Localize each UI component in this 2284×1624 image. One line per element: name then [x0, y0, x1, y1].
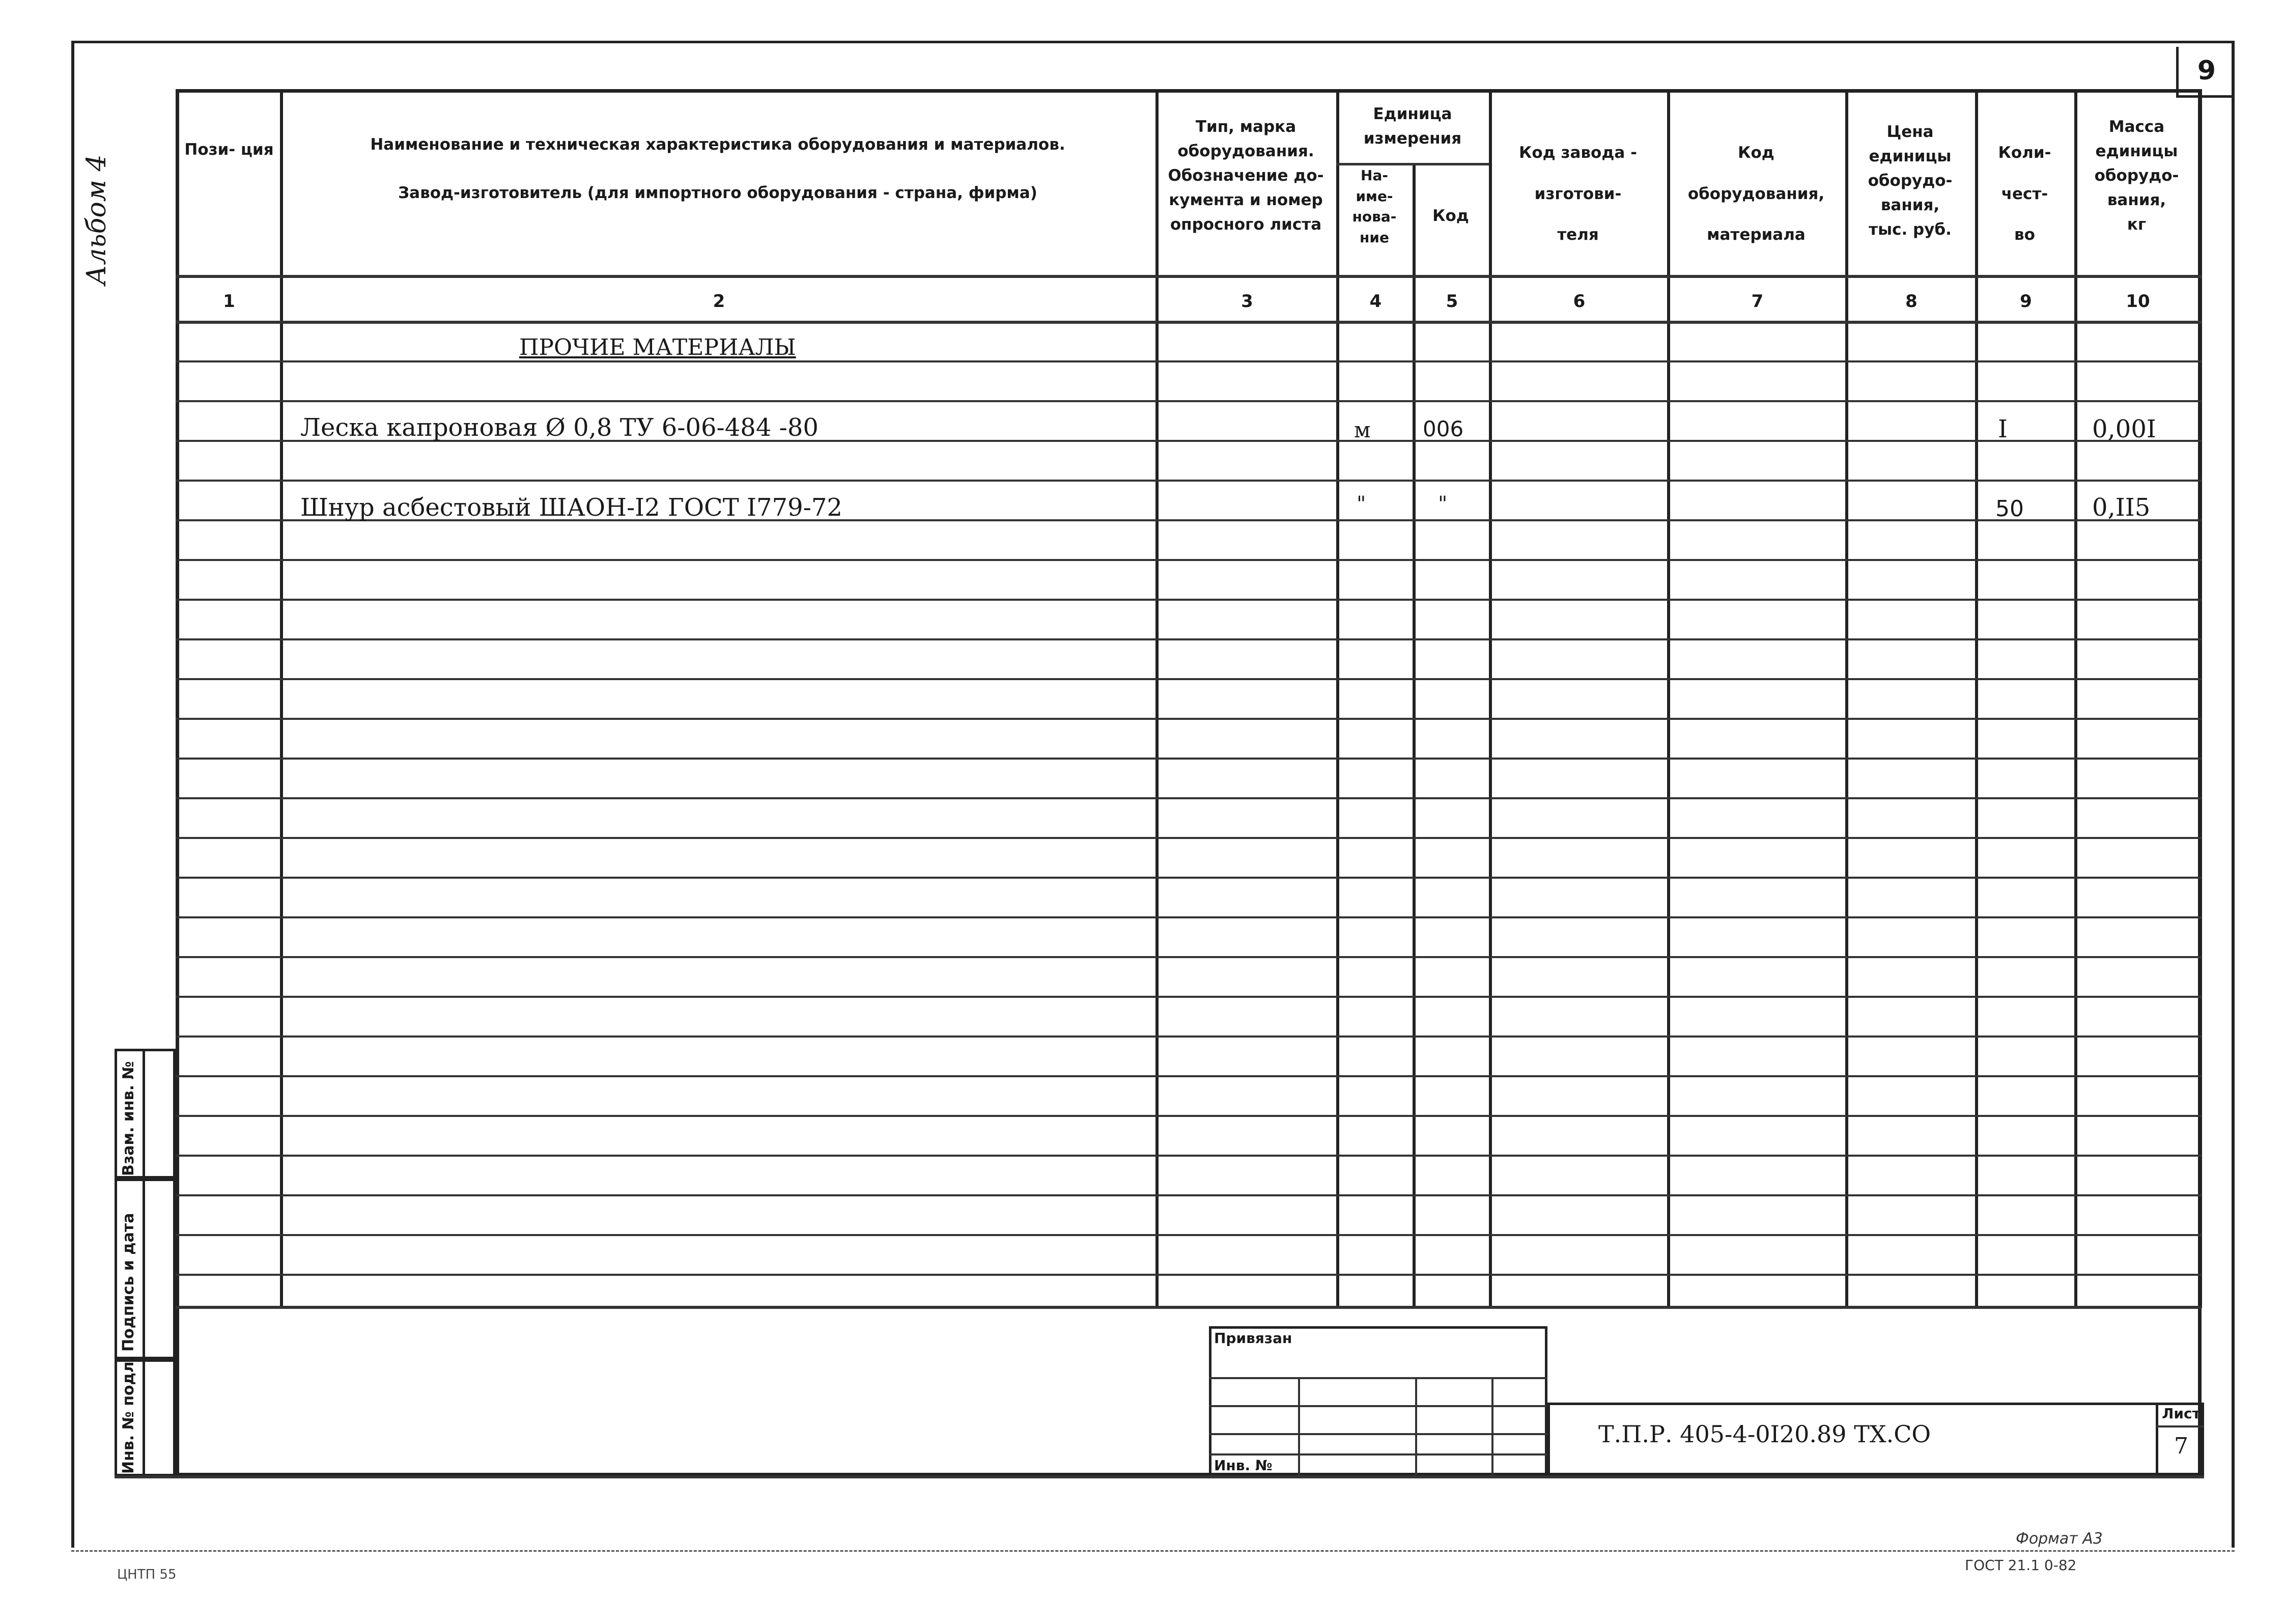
- stamp-inv-label: Инв. №: [1214, 1457, 1273, 1474]
- table-row-line: [176, 480, 2202, 482]
- table-row-line: [176, 599, 2202, 601]
- header-col7: [1670, 132, 1843, 256]
- col-divider: [1336, 89, 1339, 1308]
- row-2-unit: ": [1357, 492, 1366, 516]
- table-row-line: [176, 877, 2202, 879]
- header-col3-line: кумента и номер: [1169, 191, 1323, 210]
- header-col5: Код: [1432, 207, 1469, 225]
- row-2-mass: 0,II5: [2092, 493, 2151, 522]
- header-col4-line: ние: [1360, 229, 1389, 246]
- stamp-list-value: 7: [2174, 1433, 2188, 1459]
- header-col6-line: Код завода -: [1519, 144, 1637, 162]
- side-divider: [143, 1049, 145, 1476]
- column-number: 9: [2020, 291, 2032, 312]
- stamp-line: [1209, 1433, 1547, 1435]
- header-col4-line: име-: [1356, 187, 1393, 205]
- header-col7-line: оборудования,: [1687, 184, 1825, 203]
- table-row-line: [176, 360, 2202, 362]
- header-col2-line1: Наименование и техническая характеристика оборудования и материалов.: [370, 135, 1065, 154]
- column-number: 8: [1905, 291, 1918, 312]
- col-divider: [1667, 89, 1670, 1308]
- column-number: 10: [2126, 291, 2150, 312]
- header-col10: [2077, 115, 2196, 237]
- stamp-line: [1209, 1377, 1547, 1379]
- margin-note: Альбом 4: [81, 154, 112, 285]
- header-col7-line: материала: [1707, 226, 1806, 244]
- header-col7-line: Код: [1738, 144, 1774, 162]
- header-col10-line: Масса: [2108, 118, 2165, 136]
- header-col3-line: Тип, марка: [1195, 118, 1296, 136]
- table-row-line: [176, 758, 2202, 760]
- frame-bottom-line: [115, 1475, 2204, 1478]
- header-col4: [1339, 165, 1410, 248]
- header-unit-group: Единица измерения: [1363, 105, 1462, 148]
- header-col9-line: чест-: [2001, 184, 2048, 203]
- stamp-vline: [1298, 1377, 1300, 1476]
- header-col6: [1491, 132, 1665, 256]
- column-number: 2: [713, 291, 725, 312]
- header-col4-line: На-: [1361, 167, 1388, 184]
- table-row-line: [176, 956, 2202, 958]
- table-row-line: [176, 1155, 2202, 1157]
- row-2-name: Шнур асбестовый ШАОН-I2 ГОСТ I779-72: [300, 493, 842, 522]
- table-row-line: [176, 996, 2202, 998]
- row-2-code: ": [1438, 492, 1448, 516]
- header-bottom-line: [176, 275, 2202, 278]
- rows-bottom-line: [176, 1306, 2202, 1309]
- table-row-line: [176, 837, 2202, 839]
- colnum-bottom-line: [176, 321, 2202, 324]
- row-1-name: Леска капроновая Ø 0,8 ТУ 6-06-484 -80: [300, 413, 819, 442]
- footer-left: ЦНТП 55: [117, 1567, 177, 1582]
- table-row-line: [176, 400, 2202, 402]
- stamp-vline: [1491, 1377, 1493, 1476]
- col-divider: [280, 89, 283, 1308]
- header-col8-line: Цена: [1886, 123, 1934, 141]
- table-row-line: [176, 1194, 2202, 1196]
- col-divider: [2074, 89, 2077, 1308]
- row-1-mass: 0,00I: [2092, 415, 2156, 443]
- section-title: ПРОЧИЕ МАТЕРИАЛЫ: [519, 334, 796, 360]
- table-row-line: [176, 916, 2202, 918]
- header-col10-line: вания,: [2107, 191, 2166, 210]
- col-divider: [1845, 89, 1848, 1308]
- row-1-code: 006: [1423, 416, 1464, 441]
- header-col9: [1978, 132, 2072, 256]
- side-label-podpis: Подпись и дата: [120, 1213, 137, 1352]
- header-col6-line: теля: [1557, 226, 1599, 244]
- stamp-line: [1209, 1405, 1547, 1407]
- table-row-line: [176, 1115, 2202, 1117]
- col-divider: [1489, 89, 1492, 1308]
- sheet-number: 9: [2176, 47, 2235, 98]
- table-row-line: [176, 1234, 2202, 1236]
- stamp-vline: [1415, 1377, 1417, 1476]
- table-row-line: [176, 718, 2202, 720]
- header-col3: [1158, 115, 1334, 237]
- header-col3-line: опросного листа: [1170, 215, 1322, 234]
- stamp-privyazan-label: Привязан: [1214, 1330, 1292, 1347]
- header-col10-line: кг: [2127, 215, 2147, 234]
- table-row-line: [176, 797, 2202, 799]
- header-col8: [1848, 120, 1972, 242]
- table-row-line: [176, 1274, 2202, 1276]
- column-number: 1: [223, 291, 235, 312]
- footer-gost: ГОСТ 21.1 0-82: [1965, 1557, 2077, 1574]
- header-col10-line: единицы: [2095, 142, 2178, 161]
- stamp-list-label: Лист: [2162, 1405, 2201, 1422]
- column-number: 6: [1573, 291, 1586, 312]
- row-1-qty: I: [1998, 415, 2008, 443]
- stamp-line: [1209, 1453, 1547, 1455]
- side-label-inv: Инв. № подл.: [120, 1355, 137, 1474]
- header-col3-line: оборудования.: [1177, 142, 1314, 161]
- row-2-qty: 50: [1995, 496, 2024, 522]
- column-number: 5: [1446, 291, 1458, 312]
- stamp-line: [2156, 1425, 2204, 1427]
- footer-format: Формат А3: [2016, 1530, 2103, 1548]
- col-divider: [1413, 163, 1416, 1308]
- table-row-line: [176, 1075, 2202, 1077]
- header-col9-line: Коли-: [1998, 144, 2051, 162]
- header-col1: Пози- ция: [184, 141, 274, 159]
- header-col10-line: оборудо-: [2094, 166, 2179, 185]
- col-divider: [2199, 89, 2202, 1308]
- header-col8-line: оборудо-: [1868, 172, 1953, 190]
- column-number: 3: [1241, 291, 1253, 312]
- header-col8-line: тыс. руб.: [1869, 220, 1952, 239]
- side-label-vzam: Взам. инв. №: [120, 1061, 137, 1176]
- document-designation: Т.П.Р. 405-4-0I20.89 ТХ.СО: [1598, 1420, 1931, 1448]
- header-col3-line: Обозначение до-: [1168, 166, 1324, 185]
- table-row-line: [176, 678, 2202, 680]
- header-col8-line: единицы: [1869, 147, 1952, 166]
- col-divider: [1975, 89, 1978, 1308]
- footer-line: [71, 1550, 2235, 1552]
- table-row-line: [176, 1035, 2202, 1038]
- table-row-line: [176, 638, 2202, 640]
- column-number: 7: [1751, 291, 1764, 312]
- col-divider: [1155, 89, 1159, 1308]
- header-col6-line: изготови-: [1534, 184, 1622, 203]
- header-col8-line: вания,: [1880, 196, 1940, 215]
- header-col2-line2: Завод-изготовитель (для импортного оборудования - страна, фирма): [398, 184, 1037, 202]
- row-1-unit: м: [1354, 417, 1371, 442]
- header-col9-line: во: [2014, 226, 2035, 244]
- table-row-line: [176, 559, 2202, 561]
- header-col4-line: нова-: [1352, 208, 1397, 226]
- column-number: 4: [1369, 291, 1382, 312]
